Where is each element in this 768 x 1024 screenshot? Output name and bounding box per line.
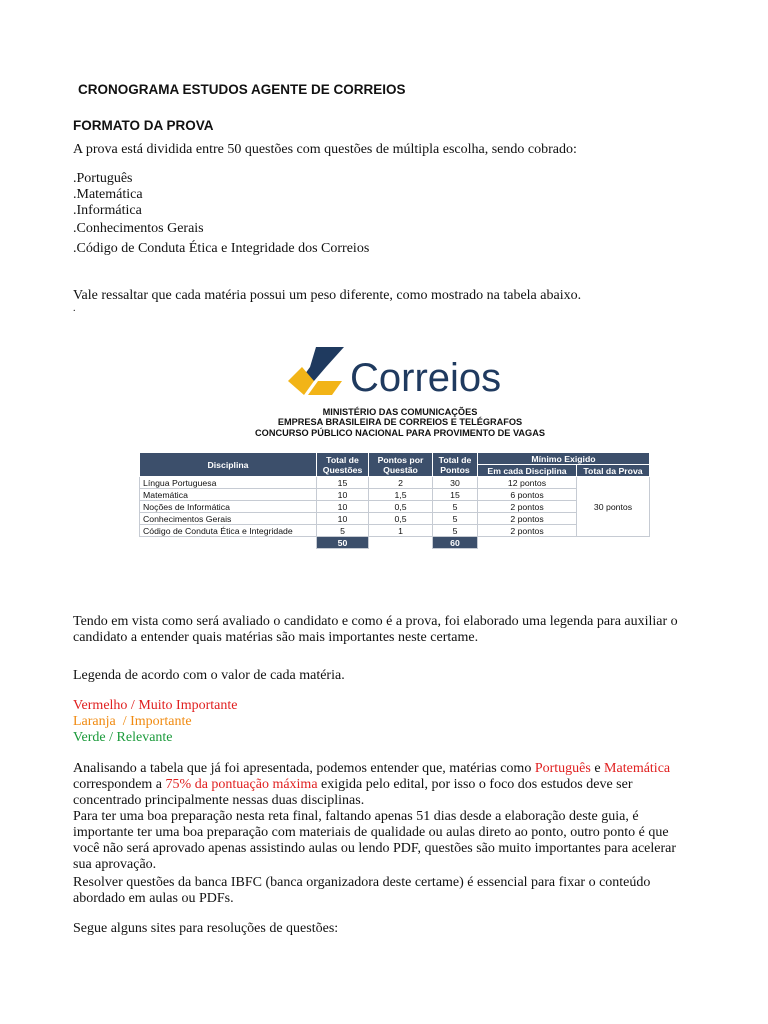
prep-paragraph: Para ter uma boa preparação nesta reta final, faltando apenas 51 dias desde a elaboração deste guia, é importante ter uma boa preparação com materiais de qualidade ou aulas direto ao ponto, outro ponto é que você não será aprovado apenas assistindo aulas ou lendo PDF, questões são muito importantes para acelerar sua aprovação.	[73, 809, 677, 872]
totals-row	[140, 537, 650, 549]
cell-pontos-questao: 0,5	[369, 501, 433, 513]
cell-minimo: 2 pontos	[478, 525, 577, 537]
analysis-conj: e	[590, 761, 605, 776]
cell-questoes: 10	[317, 513, 369, 525]
legend-red: Vermelho / Muito Importante	[73, 698, 238, 713]
section-heading: FORMATO DA PROVA	[73, 118, 214, 133]
table-row	[140, 501, 650, 513]
cell-questoes: 10	[317, 489, 369, 501]
legend-intro: Tendo em vista como será avaliado o candidato e como é a prova, foi elaborado uma legenda para auxiliar o candidato a entender quais matérias são mais importantes neste certame.	[73, 614, 678, 645]
header-minimo: Mínimo Exigido	[478, 453, 650, 465]
header-cada-disciplina: Em cada Disciplina	[478, 465, 577, 477]
table-row	[140, 489, 650, 501]
header-total-prova: Total da Prova	[577, 465, 650, 477]
cell-disciplina: Matemática	[140, 489, 317, 501]
legend-orange: Laranja / Importante	[73, 714, 192, 729]
analysis-text: Analisando a tabela que já foi apresentada, podemos entender que, matérias como	[73, 761, 535, 776]
cell-pontos-questao: 1	[369, 525, 433, 537]
legend-title: Legenda de acordo com o valor de cada matéria.	[73, 668, 345, 683]
cell-questoes: 15	[317, 477, 369, 489]
dot-line: .	[73, 303, 76, 314]
logo-text: Correios	[350, 356, 502, 400]
sum-questoes: 50	[317, 537, 369, 549]
table-row	[140, 513, 650, 525]
header-disciplina: Disciplina	[140, 453, 317, 477]
subjects-table	[139, 452, 650, 549]
highlight-percent: 75% da pontuação máxima	[165, 777, 318, 792]
legend-green: Verde / Relevante	[73, 730, 173, 745]
table-row	[140, 525, 650, 537]
sum-pontos: 60	[433, 537, 478, 549]
highlight-matematica: Matemática	[604, 761, 671, 776]
header-total-pontos: Total de Pontos	[433, 453, 478, 477]
cell-minimo: 2 pontos	[478, 513, 577, 525]
cell-minimo: 12 pontos	[478, 477, 577, 489]
cell-total-pontos: 5	[433, 525, 478, 537]
cell-questoes: 5	[317, 525, 369, 537]
cell-pontos-questao: 2	[369, 477, 433, 489]
analysis-paragraph	[73, 761, 698, 809]
cell-disciplina: Noções de Informática	[140, 501, 317, 513]
cell-disciplina: Conhecimentos Gerais	[140, 513, 317, 525]
cell-total-prova: 30 pontos	[577, 477, 650, 537]
cell-total-pontos: 5	[433, 501, 478, 513]
header-total-questoes: Total de Questões	[317, 453, 369, 477]
highlight-portugues: Português	[534, 761, 591, 776]
analysis-text: exigida pelo edital, por isso o foco dos estudos deve ser concentrado principalmente nessas duas disciplinas.	[73, 777, 633, 808]
cell-total-pontos: 5	[433, 513, 478, 525]
table-row	[140, 477, 650, 489]
cell-pontos-questao: 1,5	[369, 489, 433, 501]
cell-disciplina: Código de Conduta Ética e Integridade	[140, 525, 317, 537]
cell-pontos-questao: 0,5	[369, 513, 433, 525]
document-title: CRONOGRAMA ESTUDOS AGENTE DE CORREIOS	[78, 82, 406, 97]
subject-item: .Código de Conduta Ética e Integridade dos Correios	[73, 241, 370, 256]
header-pontos-questao: Pontos por Questão	[369, 453, 433, 477]
cell-total-pontos: 15	[433, 489, 478, 501]
ibfc-paragraph: Resolver questões da banca IBFC (banca organizadora deste certame) é essencial para fixar o conteúdo abordado em aulas ou PDFs.	[73, 875, 651, 906]
subject-item: .Informática	[73, 203, 142, 218]
company-line: EMPRESA BRASILEIRA DE CORREIOS E TELÉGRAFOS	[277, 417, 523, 427]
subject-item: .Matemática	[73, 187, 143, 202]
subject-item: .Português	[73, 171, 133, 186]
cell-minimo: 2 pontos	[478, 501, 577, 513]
analysis-text: correspondem a	[73, 777, 166, 792]
ministry-line: MINISTÉRIO DAS COMUNICAÇÕES	[322, 407, 478, 417]
correios-emblem-icon	[286, 345, 526, 403]
weight-note: Vale ressaltar que cada matéria possui um peso diferente, como mostrado na tabela abaixo.	[73, 288, 582, 303]
cell-disciplina: Língua Portuguesa	[140, 477, 317, 489]
subject-item: .Conhecimentos Gerais	[73, 221, 204, 236]
contest-line: CONCURSO PÚBLICO NACIONAL PARA PROVIMENTO DE VAGAS	[255, 428, 545, 438]
cell-minimo: 6 pontos	[478, 489, 577, 501]
intro-paragraph: A prova está dividida entre 50 questões com questões de múltipla escolha, sendo cobrado:	[73, 142, 577, 157]
cell-questoes: 10	[317, 501, 369, 513]
correios-logo	[286, 345, 526, 403]
cell-total-pontos: 30	[433, 477, 478, 489]
sites-paragraph: Segue alguns sites para resoluções de questões:	[73, 921, 339, 936]
